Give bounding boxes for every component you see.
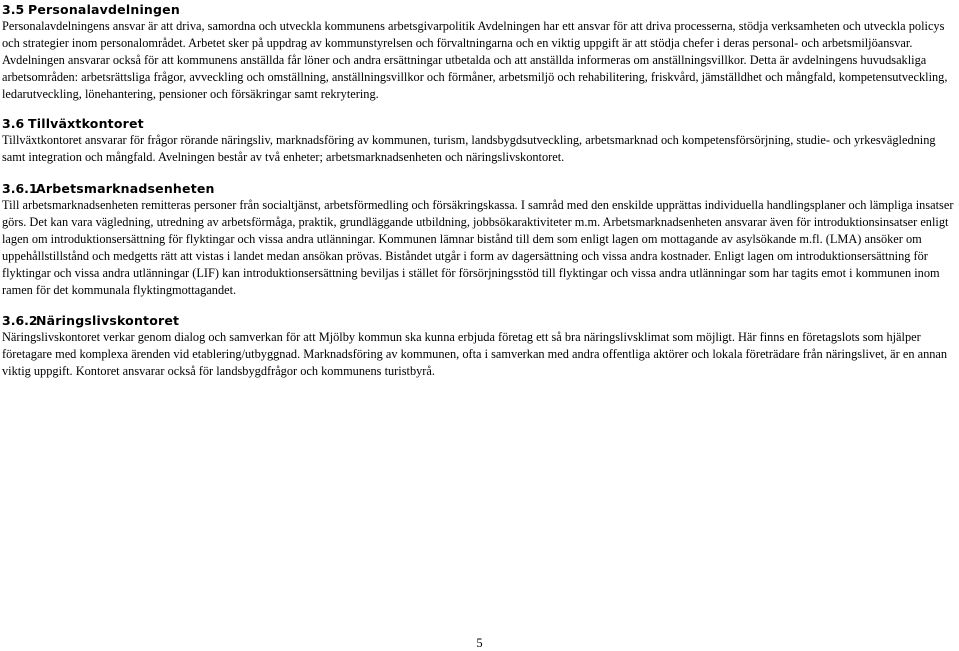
subsection-heading (2, 180, 955, 197)
section-number: 3.6.1 (2, 181, 38, 196)
section-title: Näringslivskontoret (36, 313, 180, 328)
section-number: 3.6 (2, 116, 25, 131)
section-title: Arbetsmarknadsenheten (36, 181, 215, 196)
section-heading (2, 1, 955, 18)
section-naringslivskontoret (2, 312, 955, 380)
section-arbetsmarknadsenheten (2, 180, 955, 300)
section-body: Näringslivskontoret verkar genom dialog och samverkan för att Mjölby kommun ska kunna erbjuda företag ett så bra näringslivsklimat som möjligt. Här finns en företagslots som hjälper företagare med komplexa ärenden vid etablering/utbyggnad. Marknadsföring av kommunen, ofta i samverkan med andra offentliga aktörer och lokala företrädare från näringslivet, är en annan viktig uppgift. Kontoret ansvarar också för landsbygdfrågor och kommunens turistbyrå. (2, 330, 948, 379)
section-personalavdelningen (2, 1, 955, 103)
section-body: Till arbetsmarknadsenheten remitteras personer från socialtjänst, arbetsförmedling och försäkringskassa. I samråd med den enskilde upprättas individuella handlingsplaner och lämpliga insatser görs. Det kan vara vägledning, utredning av arbetsförmåga, praktik, grundläggande utbildning, jobbsökaraktiviteter m.m. Arbetsmarknadsenheten ansvarar även för introduktionsinsatser enligt lagen om introduktionsersättning för flyktingar och vissa andra utlänningar. Kommunen lämnar bistånd till dem som enligt lagen om mottagande av asylsökande m.fl. (LMA) ansöker om uppehållstillstånd och medgetts rätt att vistas i landet medan ansökan prövas. Biståndet utgår i form av dagersättning och vissa andra kostnader. Enligt lagen om introduktionsersättning för flyktingar och vissa andra utlänningar (LIF) kan introduktionsersättning beviljas i stället för försörjningsstöd till flyktingar och vissa andra utlänningar som har tagits emot i kommunen inom ramen för det kommunala flyktingmottagandet. (2, 198, 954, 298)
page-number: 5 (476, 636, 483, 650)
section-number: 3.5 (2, 2, 25, 17)
section-body: Personalavdelningens ansvar är att driva, samordna och utveckla kommunens arbetsgivarpolitik Avdelningen har ett ansvar för att driva processerna, stödja verksamheten och utveckla policys och strategier inom personalområdet. Arbetet sker på uppdrag av kommunstyrelsen och förvaltningarna och en viktig uppgift är att stödja chefer i deras personal- och arbetsmiljöansvar. Avdelningen ansvarar också för att kommunens anställda får löner och andra ersättningar utbetalda och att anställda informeras om anställningsvillkor. Detta är avdelningens huvudsakliga arbetsområden: arbetsrättsliga frågor, avveckling och omställning, anställningsvillkor och förmåner, arbetsmiljö och rehabilitering, friskvård, jämställdhet och mångfald, kompetensutveckling, ledarutveckling, lönehantering, pensioner och försäkringar samt rekrytering. (2, 19, 948, 102)
section-title: Personalavdelningen (28, 2, 180, 17)
section-tillvaxtkontoret (2, 115, 955, 166)
section-number: 3.6.2 (2, 313, 38, 328)
subsection-heading (2, 312, 955, 329)
section-heading (2, 115, 955, 132)
section-body: Tillväxtkontoret ansvarar för frågor rörande näringsliv, marknadsföring av kommunen, turism, landsbygdsutveckling, arbetsmarknad och kompetensförsörjning, studie- och yrkesvägledning samt integration och mångfald. Avelningen består av två enheter; arbetsmarknadsenheten och näringslivskontoret. (2, 133, 936, 165)
section-title: Tillväxtkontoret (28, 116, 144, 131)
